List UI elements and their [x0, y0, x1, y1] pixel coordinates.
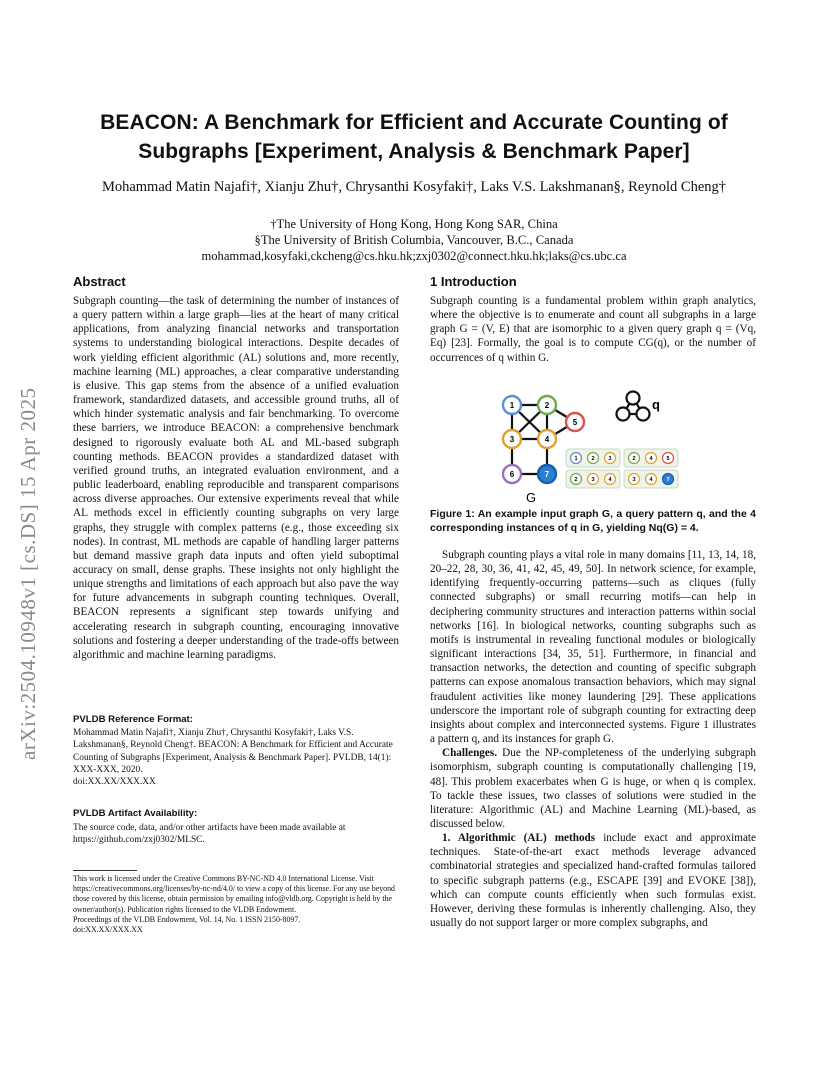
introduction-heading: 1 Introduction [430, 274, 517, 289]
challenges-label: Challenges. [442, 747, 498, 760]
arxiv-stamp: arXiv:2504.10948v1 [cs.DS] 15 Apr 2025 [16, 387, 40, 760]
al-methods-text: include exact and approximate techniques. State-of-the-art exact methods leverage advanced combinatorial strategies and specialized hand-crafted formulas tailored to specific subgraph patterns (e.g., ESCAPE [39] and EVOKE [38]), which can compute counts efficiently when such formulas exist. However, deriving these formulas is inherently challenging. Also, they usually do not support larger or more complex subgraphs, and [430, 832, 756, 930]
artifact-heading: PVLDB Artifact Availability: [73, 808, 198, 819]
graph-g-label: G [525, 490, 537, 505]
reference-format-heading: PVLDB Reference Format: [73, 714, 193, 725]
reference-doi: doi:XX.XX/XXX.XX [73, 777, 156, 788]
instance-node-label: 2 [632, 456, 636, 462]
instance-boxes [566, 449, 678, 488]
challenges-text: Due the NP-completeness of the underlying subgraph isomorphism, subgraph counting is computationally challenging [19, 48]. This problem exacerbates when G is huge, or when q is complex. To tackle these issues, two classes of solutions were studied in the literature: Algorithmic (AL) and Machine Learning (ML)-based, as discussed below. [430, 747, 757, 830]
query-q-label: q [652, 397, 660, 412]
instance-node-label: 3 [608, 456, 612, 462]
al-methods-label: 1. Algorithmic (AL) methods [442, 832, 596, 845]
instance-node-label: 3 [632, 477, 636, 483]
footnote-doi: doi:XX.XX/XXX.XX [73, 925, 143, 935]
instance-node-label: 1 [574, 456, 578, 462]
intro-continued [430, 548, 756, 930]
instance-node-label: 2 [591, 456, 595, 462]
abstract-heading: Abstract [73, 274, 126, 289]
artifact-section [73, 808, 399, 847]
artifact-text: The source code, data, and/or other artifacts have been made available at https://github.com/zxj0302/MLSC. [73, 823, 346, 846]
graph-node-label: 3 [509, 435, 515, 444]
instance-node-label: 5 [666, 456, 670, 462]
graph-node-label: 2 [544, 401, 550, 410]
reference-format-section [73, 714, 399, 788]
abstract-section [73, 274, 399, 662]
introduction-section [430, 274, 756, 365]
challenges-paragraph [430, 746, 756, 831]
footnote-divider [73, 870, 137, 871]
figure-1-diagram [490, 388, 700, 506]
paper-title: BEACON: A Benchmark for Efficient and Accurate Counting of Subgraphs [Experiment, Analysis & Benchmark Paper] [100, 111, 728, 163]
graph-node-label: 1 [509, 401, 515, 410]
reference-format-text: Mohammad Matin Najafi†, Xianju Zhu†, Chrysanthi Kosyfaki†, Laks V.S. Lakshmanan§, Reynold Cheng†. BEACON: A Benchmark for Efficient and Accurate Counting of Subgraphs [Experiment, Analysis & Benchmark Paper]. PVLDB, 14(1): XXX-XXX, 2020. [73, 728, 393, 775]
intro-paragraph-1: Subgraph counting is a fundamental problem within graph analytics, where the objective is to enumerate and count all subgraphs in a large graph G = (V, E) that are isomorphic to a given query graph q = (Vq, Eq) [23]. Formally, the goal is to compute CG(q), or the number of occurrences of q within G. [430, 295, 756, 364]
abstract-text: Subgraph counting—the task of determining the number of instances of a query pattern within a large graph—lies at the heart of many critical applications, from analyzing financial networks and transportation systems to understanding biological interactions. Despite decades of work yielding efficient algorithmic (AL) solutions and, more recently, machine learning (ML) approaches, a clear comparative understanding is elusive. This gap stems from the absence of a unified evaluation framework, standardized datasets, and accessible ground truths, all of which hinder systematic analysis and fair benchmarking. To overcome these barriers, we introduce BEACON: a comprehensive benchmark designed to rigorously evaluate both AL and ML-based subgraph counting methods. BEACON provides a standardized dataset with verified ground truths, an integrated evaluation environment, and a public leaderboard, enabling reproducible and transparent comparisons across diverse approaches. Our extensive experiments reveal that while AL methods excel in efficiently counting subgraphs on very large graphs, they struggle with complex patterns (e.g., those exceeding six nodes). In contrast, ML methods are capable of handling larger patterns but demand massive graph data inputs and often yield suboptimal accuracy on small, dense graphs. These insights not only highlight the unique strengths and limitations of each approach but also pave the way for future advancements in subgraph counting techniques. Overall, BEACON represents a significant step towards unifying and accelerating research in subgraph counting, encouraging innovative solutions and fostering a deeper understanding of the trade-offs between algorithmic and machine learning paradigms. [73, 295, 399, 661]
intro-paragraph-2: Subgraph counting plays a vital role in many domains [11, 13, 14, 18, 20–22, 28, 30, 36, 41, 42, 45, 49, 50]. In network science, for example, identifying frequently-occurring patterns—such as cliques (fully connected subgraphs) or small recurring motifs—can help in deciphering community structures and interaction patterns within social networks [16]. In biological networks, counting subgraphs such as motifs is instrumental in revealing functional modules or biologically significant interactions [34, 35, 51]. Furthermore, in financial and transaction networks, the detection and counting of specific subgraph patterns can expose anomalous transaction behaviors, which may signal fraudulent activities like money laundering [29]. These applications underscore the important role of subgraph counting for extracting deep insights about complex and interconnected systems. Figure 1 illustrates a pattern q, and its instances for graph G. [430, 549, 756, 746]
graph-node-label: 5 [572, 418, 578, 427]
instance-node-label: 3 [591, 477, 595, 483]
license-text: This work is licensed under the Creative Commons BY-NC-ND 4.0 International License. Visit https://creativecommons.org/licenses/by-nc-nd/4.0/ to view a copy of this license. For any use beyond those covered by this license, obtain permission by emailing info@vldb.org. Copyright is held by the owner/author(s). Publication rights licensed to the VLDB Endowment. [73, 874, 395, 914]
affiliation-ubc: §The University of British Columbia, Vancouver, B.C., Canada [254, 233, 574, 247]
author-emails: mohammad,kosyfaki,ckcheng@cs.hku.hk;zxj0302@connect.hku.hk;laks@cs.ubc.ca [201, 249, 627, 263]
instance-node-label: 2 [574, 477, 578, 483]
footnote-section [73, 874, 399, 935]
graph-node-label: 4 [544, 435, 550, 444]
al-methods-paragraph [430, 831, 756, 930]
author-list: Mohammad Matin Najafi†, Xianju Zhu†, Chrysanthi Kosyfaki†, Laks V.S. Lakshmanan§, Reynold Cheng† [101, 179, 727, 195]
instance-node-label: 4 [608, 477, 612, 483]
instance-node-label: 7 [666, 477, 670, 483]
graph-node-label: 7 [544, 470, 550, 479]
figure-1-caption: Figure 1: An example input graph G, a query pattern q, and the 4 corresponding instances of q in G, yielding Nq(G) = 4. [430, 508, 756, 534]
proceedings-text: Proceedings of the VLDB Endowment, Vol. 14, No. 1 ISSN 2150-8097. [73, 914, 301, 924]
instance-node-label: 4 [649, 456, 653, 462]
affiliation-hku: †The University of Hong Kong, Hong Kong SAR, China [270, 217, 558, 231]
instance-node-label: 4 [649, 477, 653, 483]
graph-node-label: 6 [509, 470, 515, 479]
